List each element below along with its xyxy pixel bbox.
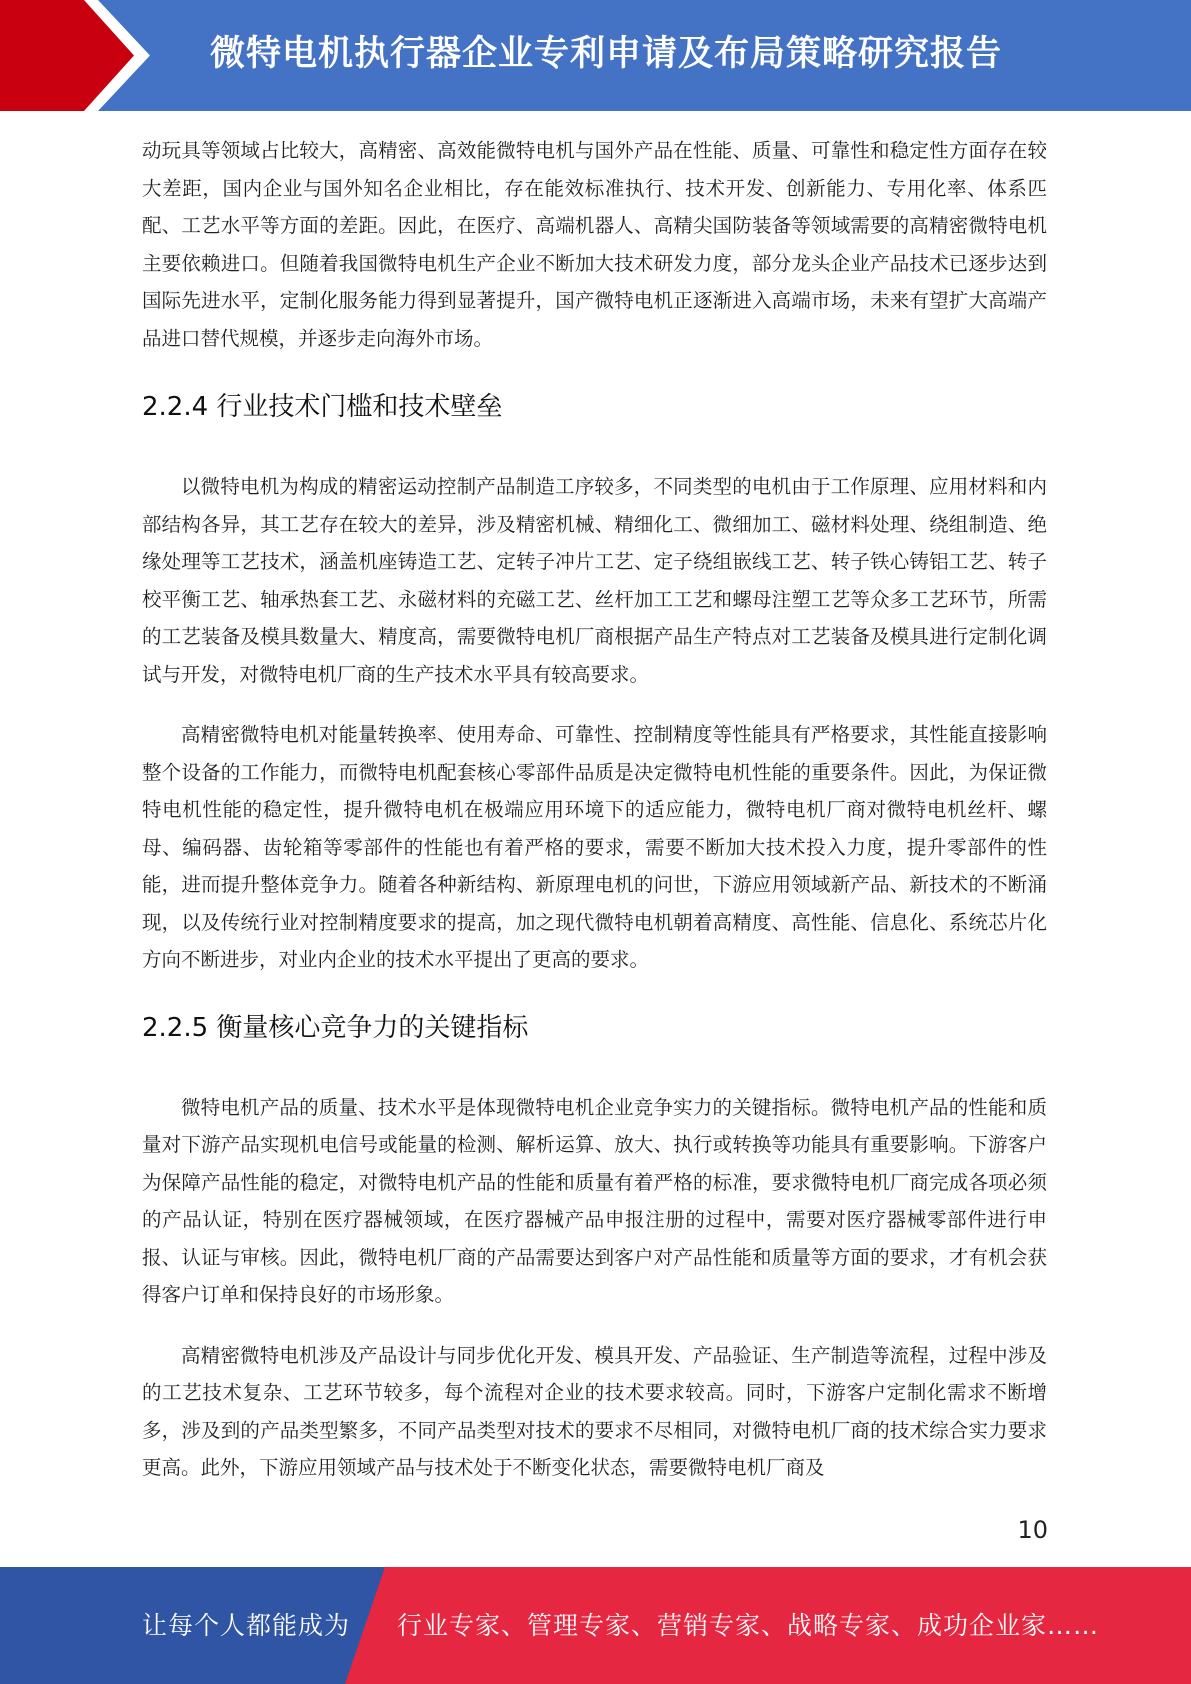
document-body [142, 132, 1047, 1487]
footer-slogan-right: 行业专家、管理专家、营销专家、战略专家、成功企业家…… [397, 1611, 1100, 1640]
paragraph: 高精密微特电机对能量转换率、使用寿命、可靠性、控制精度等性能具有严格要求，其性能直接影响整个设备的工作能力，而微特电机配套核心零部件品质是决定微特电机性能的重要条件。因此，为保证微特电机性能的稳定性，提升微特电机在极端应用环境下的适应能力，微特电机厂商对微特电机丝杆、螺母、编码器、齿轮箱等零部件的性能也有着严格的要求，需要不断加大技术投入力度，提升零部件的性能，进而提升整体竞争力。随着各种新结构、新原理电机的问世，下游应用领域新产品、新技术的不断涌现，以及传统行业对控制精度要求的提高，加之现代微特电机朝着高精度、高性能、信息化、系统芯片化方向不断进步，对业内企业的技术水平提出了更高的要求。 [142, 723, 1047, 971]
header-red-chevron [0, 0, 150, 111]
section-heading-2-2-5: 2.2.5 衡量核心竞争力的关键指标 [142, 1012, 529, 1043]
paragraph: 微特电机产品的质量、技术水平是体现微特电机企业竞争实力的关键指标。微特电机产品的性能和质量对下游产品实现机电信号或能量的检测、解析运算、放大、执行或转换等功能具有重要影响。下游客户为保障产品性能的稳定，对微特电机产品的性能和质量有着严格的标准，要求微特电机厂商完成各项必须的产品认证，特别在医疗器械领域，在医疗器械产品申报注册的过程中，需要对医疗器械零部件进行申报、认证与审核。因此，微特电机厂商的产品需要达到客户对产品性能和质量等方面的要求，才有机会获得客户订单和保持良好的市场形象。 [142, 1095, 1047, 1306]
footer-banner [0, 1567, 1191, 1684]
footer-slogan-left: 让每个人都能成为 [142, 1611, 351, 1640]
paragraph: 以微特电机为构成的精密运动控制产品制造工序较多，不同类型的电机由于工作原理、应用材料和内部结构各异，其工艺存在较大的差异，涉及精密机械、精细化工、微细加工、磁材料处理、绕组制造、绝缘处理等工艺技术，涵盖机座铸造工艺、定转子冲片工艺、定子绕组嵌线工艺、转子铁心铸铝工艺、转子校平衡工艺、轴承热套工艺、永磁材料的充磁工艺、丝杆加工工艺和螺母注塑工艺等众多工艺环节，所需的工艺装备及模具数量大、精度高，需要微特电机厂商根据产品生产特点对工艺装备及模具进行定制化调试与开发，对微特电机厂商的生产技术水平具有较高要求。 [142, 475, 1047, 686]
paragraph: 高精密微特电机涉及产品设计与同步优化开发、模具开发、产品验证、生产制造等流程，过程中涉及的工艺技术复杂、工艺环节较多，每个流程对企业的技术要求较高。同时，下游客户定制化需求不断增多，涉及到的产品类型繁多，不同产品类型对技术的要求不尽相同，对微特电机厂商的技术综合实力要求更高。此外，下游应用领域产品与技术处于不断变化状态，需要微特电机厂商及 [142, 1343, 1047, 1479]
header-title: 微特电机执行器企业专利申请及布局策略研究报告 [210, 34, 1003, 74]
page-number: 10 [1017, 1516, 1048, 1544]
intro-paragraph: 动玩具等领域占比较大，高精密、高效能微特电机与国外产品在性能、质量、可靠性和稳定性方面存在较大差距，国内企业与国外知名企业相比，存在能效标准执行、技术开发、创新能力、专用化率、体系匹配、工艺水平等方面的差距。因此，在医疗、高端机器人、高精尖国防装备等领域需要的高精密微特电机主要依赖进口。但随着我国微特电机生产企业不断加大技术研发力度，部分龙头企业产品技术已逐步达到国际先进水平，定制化服务能力得到显著提升，国产微特电机正逐渐进入高端市场，未来有望扩大高端产品进口替代规模，并逐步走向海外市场。 [142, 139, 1047, 350]
header-banner [0, 0, 1191, 111]
section-heading-2-2-4: 2.2.4 行业技术门槛和技术壁垒 [142, 392, 503, 422]
